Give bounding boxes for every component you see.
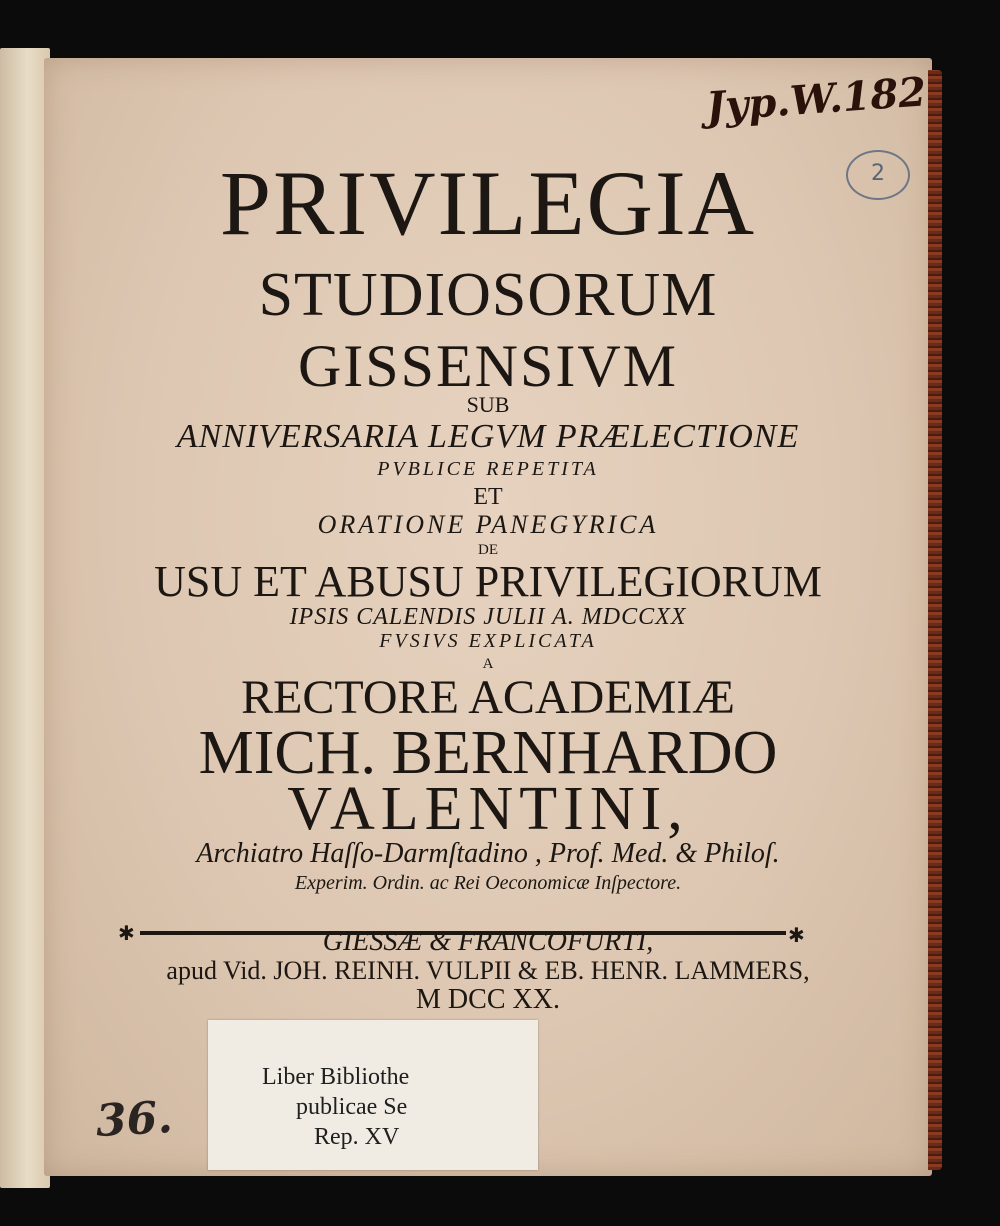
imprint-place: GIESSÆ & FRANCOFURTI, <box>322 926 654 957</box>
imprint-printer: apud Vid. JOH. REINH. VULPII & EB. HENR. LAMMERS, <box>166 956 810 985</box>
title-et: ET <box>473 484 503 510</box>
author-titles-line1: Archiatro Haſſo-Darmſtadino , Prof. Med. & Philoſ. <box>196 838 780 869</box>
title-publice-repetita: PVBLICE REPETITA <box>377 458 599 480</box>
author-titles-line2: Experim. Ordin. ac Rei Oeconomicæ Inſpectore. <box>294 872 682 894</box>
title-studiosorum: STUDIOSORUM <box>258 261 718 329</box>
title-rectore-academiae: RECTORE ACADEMIÆ <box>241 671 735 724</box>
title-ipsis-calendis: IPSIS CALENDIS JULII A. MDCCXX <box>289 604 687 630</box>
title-sub: SUB <box>466 392 510 417</box>
svg-text:✱: ✱ <box>788 923 805 946</box>
left-page-edge <box>0 48 50 1188</box>
title-anniversaria: ANNIVERSARIA LEGVM PRÆLECTIONE <box>176 418 800 455</box>
title-oratione-panegyrica: ORATIONE PANEGYRICA <box>317 510 659 539</box>
title-privilegia: PRIVILEGIA <box>219 152 757 254</box>
library-label-line2: publicae Se <box>296 1094 408 1120</box>
handwritten-shelfmark: Jyp.W.182 <box>704 68 928 131</box>
title-de: DE <box>478 542 498 558</box>
title-a: A <box>482 656 494 672</box>
library-stamp: 2 <box>846 150 910 200</box>
svg-text:✱: ✱ <box>118 922 135 945</box>
library-label-line1: Liber Bibliothe <box>262 1064 410 1090</box>
title-usu-et-abusu: USU ET ABUSU PRIVILEGIORUM <box>154 557 822 606</box>
author-surname: VALENTINI, <box>287 775 689 843</box>
author-first-name: MICH. BERNHARDO <box>198 719 778 787</box>
title-gissensium: GISSENSIVM <box>297 333 679 399</box>
imprint-year: M DCC XX. <box>416 984 560 1015</box>
handwritten-number: 36. <box>94 1092 174 1147</box>
title-fusius-explicata: FVSIVS EXPLICATA <box>379 630 597 652</box>
library-label-line3: Rep. XV <box>314 1124 400 1150</box>
